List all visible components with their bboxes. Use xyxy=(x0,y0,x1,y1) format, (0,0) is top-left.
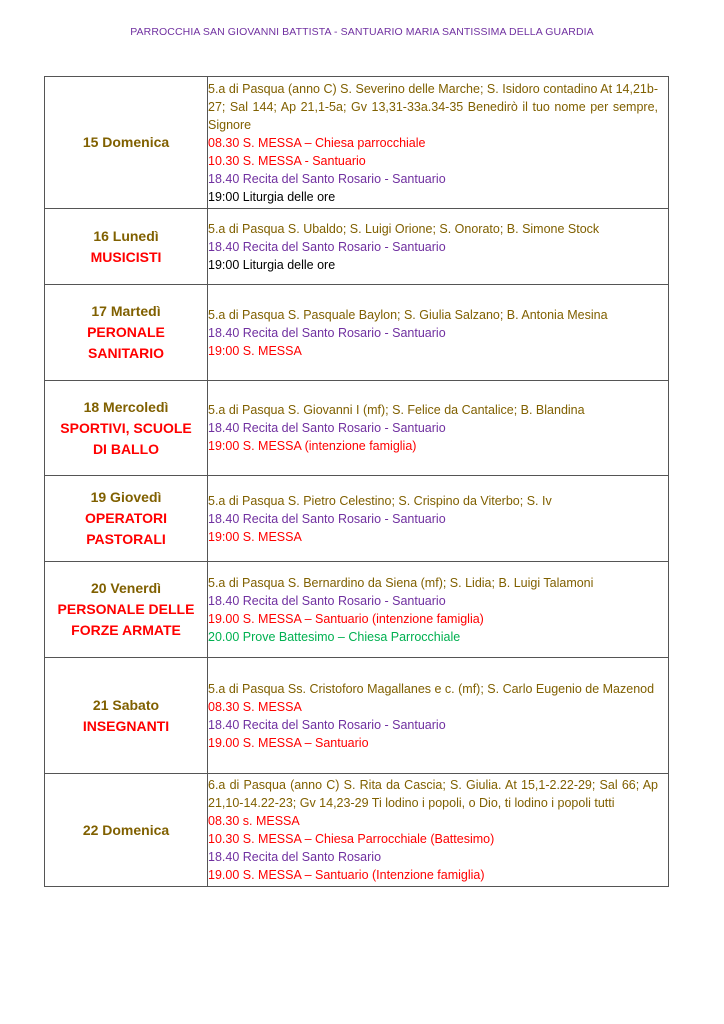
event-line: 10.30 S. MESSA – Chiesa Parrocchiale (Battesimo) xyxy=(208,832,495,846)
day-category: INSEGNANTI xyxy=(82,717,170,734)
day-category: SANITARIO xyxy=(88,345,164,361)
day-row xyxy=(45,285,669,381)
day-name: 21 Sabato xyxy=(92,696,160,713)
day-name: 22 Domenica xyxy=(82,821,170,838)
event-line: 18.40 Recita del Santo Rosario - Santuario xyxy=(208,421,446,435)
event-line: 19:00 Liturgia delle ore xyxy=(208,257,336,272)
day-category: PERONALE xyxy=(87,324,165,340)
day-details xyxy=(208,209,669,285)
day-cell xyxy=(45,658,208,774)
liturgy-line: 5.a di Pasqua S. Pietro Celestino; S. Crispino da Viterbo; S. Iv xyxy=(208,493,552,508)
day-details xyxy=(208,774,669,887)
day-cell xyxy=(45,476,208,562)
event-line: 19:00 Liturgia delle ore xyxy=(208,189,336,204)
day-row xyxy=(45,209,669,285)
event-line: 18.40 Recita del Santo Rosario - Santuario xyxy=(208,171,446,186)
liturgy-line: 5.a di Pasqua S. Pasquale Baylon; S. Giulia Salzano; B. Antonia Mesina xyxy=(208,307,608,322)
event-line: 10.30 S. MESSA - Santuario xyxy=(208,153,366,168)
liturgy-line: 5.a di Pasqua S. Giovanni I (mf); S. Felice da Cantalice; B. Blandina xyxy=(208,403,585,417)
day-category: DI BALLO xyxy=(92,440,160,457)
event-line: 19.00 S. MESSA – Santuario (Intenzione famiglia) xyxy=(208,868,485,882)
day-row xyxy=(45,774,669,887)
event-line: 20.00 Prove Battesimo – Chiesa Parrocchiale xyxy=(208,629,461,644)
day-details xyxy=(208,77,669,209)
event-line: 19:00 S. MESSA xyxy=(208,343,302,358)
day-details xyxy=(208,562,669,658)
day-category: PERSONALE DELLE xyxy=(57,601,195,617)
event-line: 18.40 Recita del Santo Rosario - Santuario xyxy=(208,325,446,340)
day-name: 20 Venerdì xyxy=(90,580,162,596)
day-cell xyxy=(45,77,208,209)
liturgy-line: 5.a di Pasqua (anno C) S. Severino delle Marche; S. Isidoro contadino At 14,21b-27; Sal 144; Ap 21,1-5a; Gv 13,31-33a.34-35 Benedirò il tuo nome per sempre, Signore xyxy=(208,81,658,132)
day-details xyxy=(208,658,669,774)
day-name: 19 Giovedì xyxy=(90,489,162,505)
liturgy-line: 5.a di Pasqua Ss. Cristoforo Magallanes e c. (mf); S. Carlo Eugenio de Mazenod xyxy=(208,681,655,696)
event-line: 19:00 S. MESSA (intenzione famiglia) xyxy=(208,439,417,453)
day-name: 15 Domenica xyxy=(82,134,170,150)
day-cell xyxy=(45,774,208,887)
schedule-body xyxy=(45,77,669,887)
liturgy-line: 5.a di Pasqua S. Ubaldo; S. Luigi Orione; S. Onorato; B. Simone Stock xyxy=(208,221,600,236)
day-category: SPORTIVI, SCUOLE xyxy=(60,419,192,436)
liturgy-line: 6.a di Pasqua (anno C) S. Rita da Cascia; S. Giulia. At 15,1-2.22-29; Sal 66; Ap 21,10-14.22-23; Gv 14,23-29 Ti lodino i popoli, o Dio, ti lodino i popoli tutti xyxy=(208,778,658,810)
liturgy-line: 5.a di Pasqua S. Bernardino da Siena (mf); S. Lidia; B. Luigi Talamoni xyxy=(208,575,594,590)
page-header: PARROCCHIA SAN GIOVANNI BATTISTA - SANTUARIO MARIA SANTISSIMA DELLA GUARDIA xyxy=(130,26,594,38)
day-name: 17 Martedì xyxy=(91,303,161,319)
event-line: 18.40 Recita del Santo Rosario - Santuario xyxy=(208,717,446,732)
event-line: 08.30 S. MESSA xyxy=(208,699,302,714)
day-cell xyxy=(45,562,208,658)
day-row xyxy=(45,381,669,476)
day-details xyxy=(208,476,669,562)
day-cell xyxy=(45,285,208,381)
schedule-table xyxy=(44,76,669,887)
day-name: 16 Lunedì xyxy=(93,227,159,244)
day-details xyxy=(208,285,669,381)
day-row xyxy=(45,476,669,562)
event-line: 19:00 S. MESSA xyxy=(208,529,302,544)
day-cell xyxy=(45,381,208,476)
day-row xyxy=(45,77,669,209)
event-line: 19.00 S. MESSA – Santuario (intenzione famiglia) xyxy=(208,611,484,626)
event-line: 18.40 Recita del Santo Rosario - Santuario xyxy=(208,593,446,608)
event-line: 18.40 Recita del Santo Rosario - Santuario xyxy=(208,511,446,526)
event-line: 18.40 Recita del Santo Rosario - Santuario xyxy=(208,239,446,254)
day-category: PASTORALI xyxy=(86,531,166,547)
event-line: 08.30 S. MESSA – Chiesa parrocchiale xyxy=(208,135,426,150)
day-category: OPERATORI xyxy=(85,510,167,526)
day-category: FORZE ARMATE xyxy=(71,622,181,638)
day-row xyxy=(45,562,669,658)
day-category: MUSICISTI xyxy=(90,248,162,265)
day-details xyxy=(208,381,669,476)
event-line: 19.00 S. MESSA – Santuario xyxy=(208,735,369,750)
day-row xyxy=(45,658,669,774)
event-line: 18.40 Recita del Santo Rosario xyxy=(208,850,382,864)
day-cell xyxy=(45,209,208,285)
day-name: 18 Mercoledì xyxy=(83,398,169,415)
event-line: 08.30 s. MESSA xyxy=(208,814,300,828)
